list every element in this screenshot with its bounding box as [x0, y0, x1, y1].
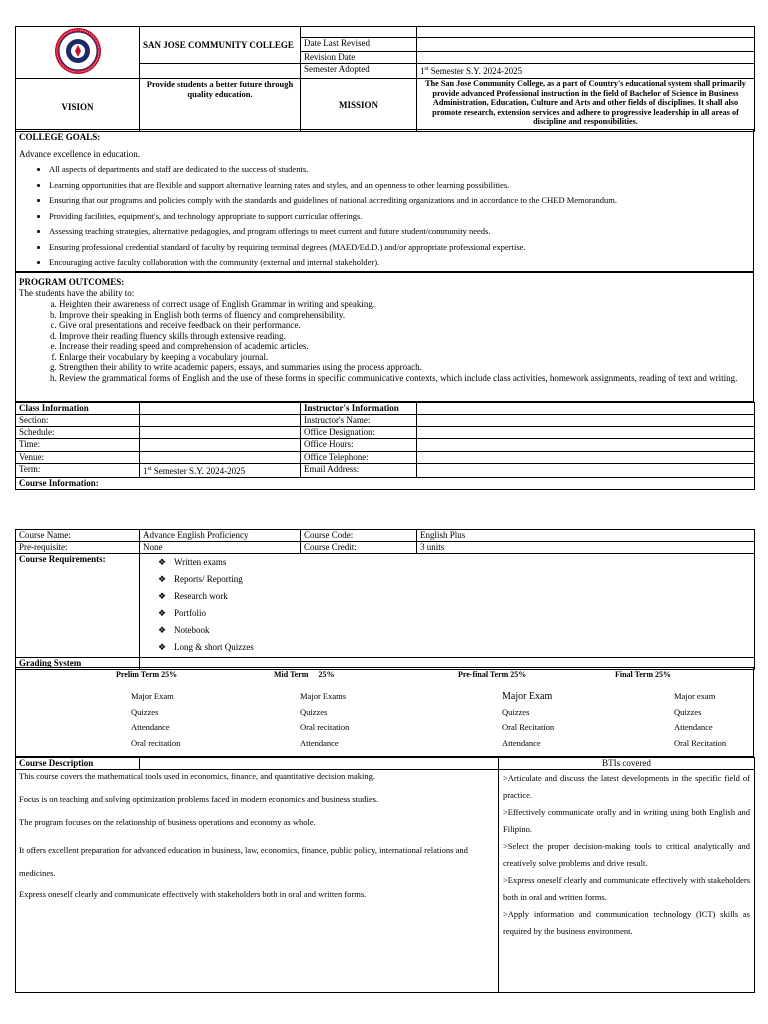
diamond-bullet-icon: ❖ [158, 557, 167, 567]
college-goals-title: COLLEGE GOALS: [19, 132, 101, 142]
list-item: Oral Recitation [674, 737, 727, 748]
course-credit-label: Course Credit: [301, 542, 417, 554]
course-name-value: Advance English Proficiency [140, 530, 301, 542]
description-paragraph: Express oneself clearly and communicate effectively with stakeholders both in oral and written forms. [19, 889, 367, 899]
list-item: Quizzes [502, 706, 530, 717]
list-item: Oral recitation [131, 737, 181, 748]
email-address-label: Email Address: [301, 464, 417, 478]
bti-item: >Effectively communicate orally and in writing using both English and Filipino. [503, 807, 750, 834]
list-item: a. Heighten their awareness of correct usage of English Grammar in writing and speaking. [59, 299, 750, 310]
instructor-name-label: Instructor's Name: [301, 415, 417, 427]
venue-label: Venue: [16, 452, 140, 464]
college-goals-list [19, 162, 750, 271]
bti-item: >Select the proper decision-making tools to critical analytically and creatively solve problems and drive result. [503, 841, 750, 868]
description-paragraph: The program focuses on the relationship of business operations and economy as whole. [19, 817, 316, 827]
venue-value [140, 452, 301, 464]
revision-date-value [417, 51, 755, 63]
btis-covered-title: BTIs covered [499, 758, 755, 770]
bti-item: >Express oneself clearly and communicate effectively with stakeholders both in oral and written forms. [503, 875, 750, 902]
vision-text: Provide students a better future through quality education. [140, 79, 301, 132]
prerequisite-label: Pre-requisite: [16, 542, 140, 554]
description-paragraph: It offers excellent preparation for advanced education in business, law, economics, finance, public policy, international relations and medicines. [19, 845, 468, 878]
instructor-name-value [417, 415, 755, 427]
list-item: • Encouraging active faculty collaboration with the community (external and internal stakeholder). [49, 255, 750, 271]
prelim-term-heading: Prelim Term 25% [116, 670, 178, 679]
office-hours-value [417, 439, 755, 452]
list-item: ❖ Research work [158, 588, 751, 605]
list-item: ❖ Notebook [158, 622, 751, 639]
list-item: ❖ Portfolio [158, 605, 751, 622]
header-field-label [301, 27, 417, 38]
class-info-table [15, 402, 755, 490]
course-description-title: Course Description [16, 758, 140, 770]
list-item: • Assessing teaching strategies, alternative pedagogies, and program offerings to meet current and future student/community needs. [49, 224, 750, 240]
semester-adopted-value: 1st Semester S.Y. 2024-2025 [417, 64, 755, 79]
class-information-header: Class Information [16, 403, 140, 415]
college-name: SAN JOSE COMMUNITY COLLEGE [140, 27, 301, 64]
diamond-bullet-icon: ❖ [158, 608, 167, 618]
list-item: Oral recitation [300, 722, 350, 732]
list-item: e. Increase their reading speed and comprehension of academic articles. [59, 341, 750, 352]
bti-item: >Articulate and discuss the latest developments in the specific field of practice. [503, 773, 750, 800]
section-label: Section: [16, 415, 140, 427]
prefinal-term-items [502, 689, 554, 751]
list-item: Quizzes [131, 706, 159, 717]
final-term-items [674, 689, 726, 751]
diamond-bullet-icon: ❖ [158, 574, 167, 584]
course-information-label: Course Information: [16, 478, 755, 490]
diamond-bullet-icon: ❖ [158, 591, 167, 601]
list-item: Attendance [131, 722, 170, 732]
diamond-bullet-icon: ❖ [158, 642, 167, 652]
instructor-information-header: Instructor's Information [301, 403, 417, 415]
semester-adopted-label: Semester Adopted [301, 64, 417, 79]
mid-term-items [300, 689, 349, 751]
office-hours-label: Office Hours: [301, 439, 417, 452]
list-item: Major Exam [131, 691, 174, 701]
prefinal-term-heading: Pre-final Term 25% [458, 670, 527, 679]
table-row [16, 427, 755, 439]
list-item: c. Give oral presentations and receive feedback on their performance. [59, 320, 750, 331]
table-row [16, 415, 755, 427]
prelim-term-items [131, 689, 180, 751]
list-item: • Providing facilities, equipment's, and technology appropriate to support curricular offerings. [49, 209, 750, 225]
vision-label: VISION [16, 79, 140, 132]
list-item: f. Enlarge their vocabulary by keeping a vocabulary journal. [59, 352, 750, 363]
list-item: Attendance [674, 722, 713, 732]
office-telephone-label: Office Telephone: [301, 452, 417, 464]
course-credit-value: 3 units [417, 542, 755, 554]
list-item: g. Strengthen their ability to write academic papers, essays, and summaries using the process approach. [59, 362, 750, 373]
list-item: • Ensuring professional credential standard of faculty by requiring terminal degrees (MAED/Ed.D.) and/or appropriate professional expertise. [49, 240, 750, 256]
list-item: Major Exams [300, 691, 347, 701]
time-value [140, 439, 301, 452]
table-row [16, 439, 755, 452]
section-value [140, 415, 301, 427]
btis-covered-body [499, 770, 755, 993]
list-item: • Learning opportunities that are flexible and support alternative learning rates and styles, and an openness to other learning possibilities. [49, 178, 750, 194]
course-description-body [16, 770, 499, 993]
grading-system-section [15, 667, 754, 757]
time-label: Time: [16, 439, 140, 452]
table-row [16, 464, 755, 478]
schedule-value [140, 427, 301, 439]
term-value: 1st Semester S.Y. 2024-2025 [140, 464, 301, 478]
schedule-label: Schedule: [16, 427, 140, 439]
office-telephone-value [417, 452, 755, 464]
course-code-value: English Plus [417, 530, 755, 542]
list-item: • Ensuring that our programs and policies comply with the standards and guidelines of national accrediting organizations and in accordance to the CHED Memorandum. [49, 193, 750, 209]
list-item: Quizzes [300, 706, 328, 717]
mission-label: MISSION [301, 79, 417, 132]
table-row [16, 452, 755, 464]
list-item: Quizzes [674, 706, 702, 717]
list-item: h. Review the grammatical forms of English and the use of these forms in specific communicative contexts, which include class activities, homework assignments, reading of text and writing. [59, 373, 750, 384]
final-term-heading: Final Term 25% [615, 670, 672, 679]
list-item: Major exam [674, 691, 716, 701]
program-outcomes-intro: The students have the ability to: [19, 288, 135, 298]
list-item: b. Improve their speaking in English both terms of fluency and comprehensibility. [59, 310, 750, 321]
course-table [15, 529, 755, 670]
header-table [15, 26, 755, 132]
office-designation-value [417, 427, 755, 439]
header-field-value [417, 27, 755, 38]
mid-term-heading: Mid Term 25% [274, 670, 335, 679]
list-item: • All aspects of departments and staff are dedicated to the success of students. [49, 162, 750, 178]
description-paragraph: Focus is on teaching and solving optimization problems faced in modern economics and business studies. [19, 794, 379, 804]
list-item: Major Exam [502, 691, 553, 702]
email-address-value [417, 464, 755, 478]
college-seal-icon [54, 27, 102, 75]
college-goals-section [15, 129, 754, 272]
date-last-revised-value [417, 38, 755, 52]
revision-date-label: Revision Date [301, 51, 417, 63]
bti-item: >Apply information and communication technology (ICT) skills as required by the business environment. [503, 909, 750, 936]
list-item: d. Improve their reading fluency skills through extensive reading. [59, 331, 750, 342]
list-item: Attendance [502, 737, 541, 748]
semester-adopted-blank [140, 64, 301, 79]
list-item: ❖ Written exams [158, 554, 751, 571]
list-item: ❖ Reports/ Reporting [158, 571, 751, 588]
description-paragraph: This course covers the mathematical tools used in economics, finance, and quantitative decision making. [19, 771, 375, 781]
program-outcomes-list [19, 299, 750, 383]
prerequisite-value: None [140, 542, 301, 554]
program-outcomes-title: PROGRAM OUTCOMES: [19, 277, 125, 287]
program-outcomes-section [15, 272, 754, 402]
logo-cell [16, 27, 140, 79]
date-last-revised-label: Date Last Revised [301, 38, 417, 52]
course-name-label: Course Name: [16, 530, 140, 542]
course-requirements-list [158, 554, 751, 656]
list-item: ❖ Long & short Quizzes [158, 639, 751, 656]
grading-system-title: Grading System [16, 658, 140, 670]
mission-text: The San Jose Community College, as a part of Country's educational system shall primarily provide advanced Professional instruction in the field of Bachelor of Science in Business Administration, Education, Culture and Arts and other fields of disciplines. It shall also promote research, extension services and adhere to progressive leadership in all areas of discipline and responsibilities. [417, 79, 755, 132]
college-goals-intro: Advance excellence in education. [19, 149, 140, 159]
course-code-label: Course Code: [301, 530, 417, 542]
course-requirements-label: Course Requirements: [16, 554, 140, 658]
course-description-table [15, 757, 755, 993]
term-label: Term: [16, 464, 140, 478]
list-item: Oral Recitation [502, 722, 555, 732]
list-item: Attendance [300, 737, 339, 748]
diamond-bullet-icon: ❖ [158, 625, 167, 635]
office-designation-label: Office Designation: [301, 427, 417, 439]
